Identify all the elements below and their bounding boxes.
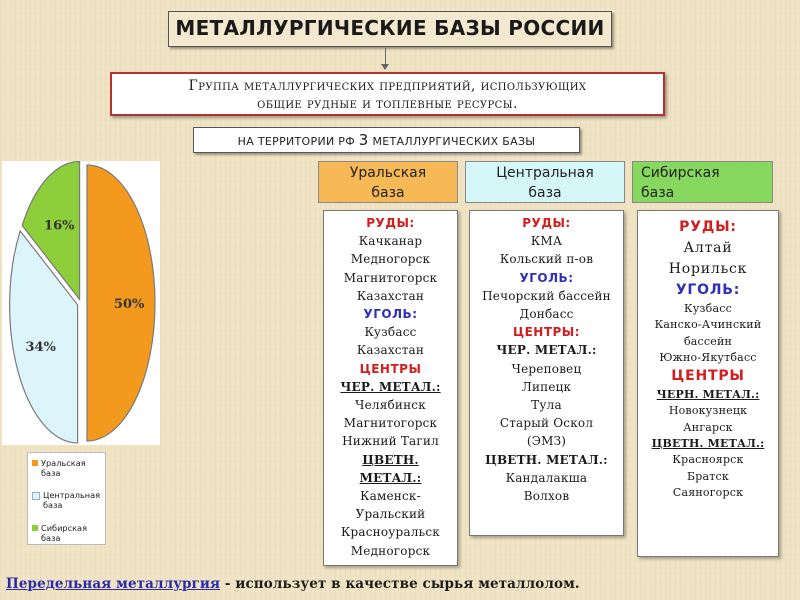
central-base-details [469, 210, 624, 536]
ural-ore-item: Медногорск [350, 252, 431, 267]
central-ferrous-item: Череповец [511, 361, 582, 376]
central-base-header [465, 161, 625, 203]
pie-chart-panel [2, 161, 160, 445]
siberian-nonferrous-item: Саяногорск [672, 485, 744, 499]
siberian-nonferrous-item: Красноярск [672, 453, 744, 467]
pie-label-central: 34% [25, 340, 56, 356]
legend-swatch-siberian [32, 525, 38, 531]
siberian-ore-item: Алтай [683, 240, 733, 256]
siberian-coal-item: Канско-Ачинский [654, 318, 762, 332]
ural-ferrous-item: Челябинск [355, 398, 426, 413]
siberian-base-header-line-1: Сибирская [641, 165, 720, 181]
siberian-nonferrous-item: Братск [686, 469, 729, 483]
ural-nonferrous-item: Уральский [355, 507, 426, 522]
siberian-coal-item: Кузбасс [684, 302, 732, 315]
ural-base-details [323, 210, 458, 566]
siberian-ferrous-item: Ангарск [683, 420, 733, 434]
ural-nonferrous-item: Медногорск [350, 543, 431, 558]
central-ferrous-title: ЧЕР. МЕТАЛ.: [496, 343, 597, 358]
ural-coal-item: Кузбасс [364, 325, 417, 340]
siberian-coal-item: Южно-Якутбасс [659, 350, 757, 364]
ural-ores-title: РУДЫ: [366, 216, 415, 230]
central-ore-item: Кольский п-ов [499, 252, 594, 267]
central-ferrous-item: (ЭМЗ) [526, 434, 567, 449]
central-nonferrous-item: Кандалакша [505, 470, 588, 485]
ural-base-header [318, 161, 458, 203]
footer-note [6, 576, 766, 596]
siberian-ore-item: Норильск [668, 261, 748, 277]
siberian-base-header [632, 161, 773, 203]
central-centers-title: ЦЕНТРЫ: [512, 325, 581, 340]
ural-ore-item: Качканар [358, 234, 423, 249]
legend-item-ural [32, 458, 105, 478]
ural-ferrous-item: Магнитогорск [343, 416, 438, 431]
central-coal-item: Донбасс [519, 307, 574, 322]
siberian-base-header-line-2: база [641, 185, 675, 201]
siberian-coal-title: УГОЛЬ: [675, 282, 741, 298]
central-base-header-line-2: база [528, 185, 562, 201]
territory-text-pre: НА ТЕРРИТОРИИ РФ [237, 135, 355, 148]
siberian-ferrous-title: ЧЕРН. МЕТАЛ.: [656, 388, 760, 402]
central-base-header-line-1: Центральная [496, 165, 594, 181]
ural-ferrous-item: Нижний Тагил [342, 434, 439, 449]
central-nonferrous-item: Волхов [523, 489, 570, 504]
legend-label-central: Центральная база [43, 490, 101, 510]
ural-coal-title: УГОЛЬ: [363, 307, 418, 322]
siberian-coal-item: бассейн [683, 334, 733, 348]
territory-number: 3 [358, 131, 369, 149]
legend-swatch-central [32, 492, 40, 500]
ural-coal-item: Казахстан [356, 343, 425, 358]
central-nonferrous-title: ЦВЕТН. МЕТАЛ.: [485, 452, 608, 467]
ural-nonferrous-item: Красноуральск [341, 525, 440, 540]
ural-nonferrous-title-2: МЕТАЛ.: [359, 470, 422, 485]
central-ferrous-item: Липецк [521, 379, 572, 394]
ural-ore-item: Магнитогорск [343, 270, 438, 285]
chart-legend [27, 452, 106, 545]
legend-label-ural: Уральская база [41, 458, 86, 478]
ural-centers-title: ЦЕНТРЫ [359, 361, 422, 376]
central-ferrous-item: Старый Оскол [499, 416, 594, 431]
siberian-nonferrous-title: ЦВЕТН. МЕТАЛ.: [651, 437, 765, 451]
siberian-ores-title: РУДЫ: [679, 219, 737, 235]
pie-label-ural: 50% [113, 297, 145, 312]
definition-line-1: Группа металлургических предприятий, использующих [188, 78, 587, 94]
ural-nonferrous-item: Каменск- [360, 489, 421, 504]
page-title: МЕТАЛЛУРГИЧЕСКИЕ БАЗЫ РОССИИ [168, 11, 612, 47]
territory-box [193, 127, 580, 153]
central-ore-item: КМА [530, 234, 563, 249]
ural-ferrous-title: ЧЕР. МЕТАЛ.: [340, 379, 441, 394]
connector-arrow-head [381, 64, 389, 70]
legend-swatch-ural [32, 460, 38, 466]
definition-line-2: общие рудные и топлевные ресурсы. [257, 96, 518, 112]
legend-item-siberian [32, 523, 105, 543]
footer-term: Передельная металлургия [6, 576, 221, 592]
definition-box [110, 72, 665, 116]
ural-ore-item: Казахстан [356, 288, 425, 303]
ural-base-header-line-1: Уральская [349, 165, 427, 181]
siberian-centers-title: ЦЕНТРЫ [671, 368, 745, 385]
pie-label-siberian: 16% [44, 218, 75, 234]
central-coal-item: Печорский бассейн [482, 288, 611, 303]
legend-item-central [32, 490, 102, 510]
territory-text-post: МЕТАЛЛУРГИЧЕСКИХ БАЗЫ [372, 135, 536, 148]
central-ores-title: РУДЫ: [522, 216, 571, 230]
legend-label-siberian: Сибирская база [41, 523, 87, 543]
siberian-base-details [637, 210, 779, 557]
ural-base-header-line-2: база [371, 185, 405, 201]
pie-chart [2, 161, 160, 445]
central-coal-title: УГОЛЬ: [519, 270, 574, 285]
footer-text: - использует в качестве сырья металлолом. [220, 576, 580, 592]
siberian-ferrous-item: Новокузнецк [668, 404, 748, 418]
ural-nonferrous-title-1: ЦВЕТН. [362, 452, 419, 467]
central-ferrous-item: Тула [531, 398, 562, 413]
